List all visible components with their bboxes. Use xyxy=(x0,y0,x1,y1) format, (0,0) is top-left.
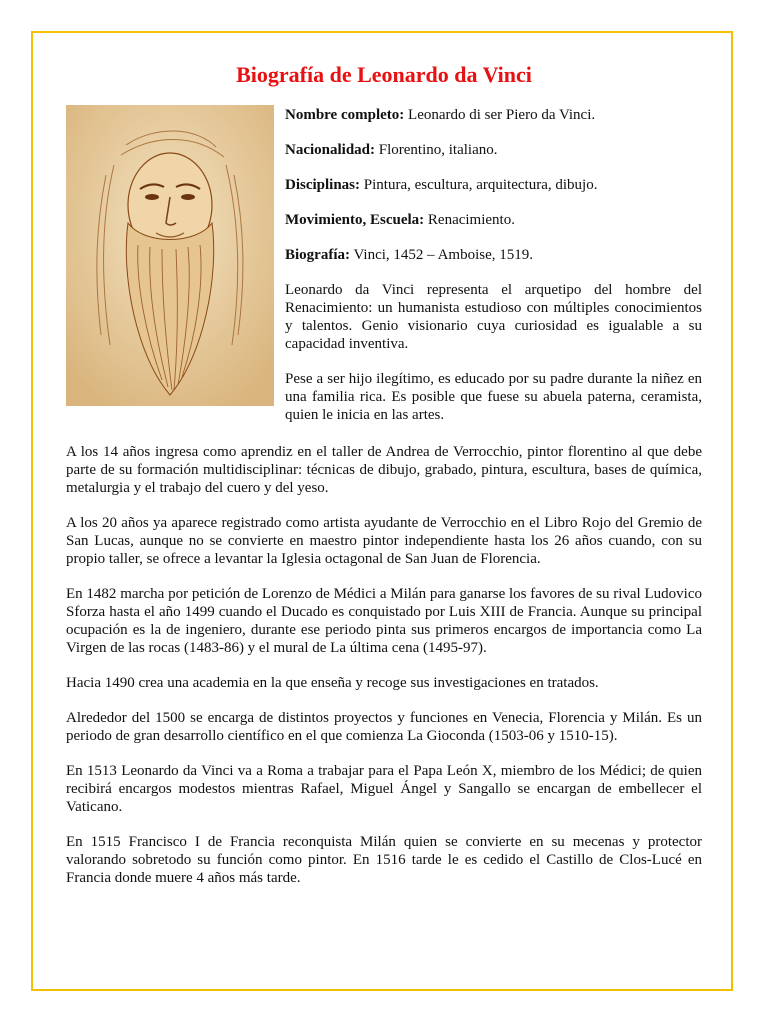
body-text xyxy=(66,443,702,904)
field-value: Vinci, 1452 – Amboise, 1519. xyxy=(353,247,533,263)
leonardo-portrait-icon xyxy=(66,105,274,406)
field-label: Disciplinas: xyxy=(285,177,361,193)
field-label: Movimiento, Escuela: xyxy=(285,212,425,228)
field-disciplines xyxy=(285,176,702,194)
field-value: Pintura, escultura, arquitectura, dibujo. xyxy=(363,177,598,193)
body-paragraph: En 1515 Francisco I de Francia reconquista Milán quien se convierte en su mecenas y protector valorando sobretodo su función como pintor. En 1516 tarde le es cedido el Castillo de Clos-Lucé en Francia donde muere 4 años más tarde. xyxy=(66,834,702,886)
field-label: Biografía: xyxy=(285,247,350,263)
side-paragraph: Pese a ser hijo ilegítimo, es educado por su padre durante la niñez en una familia rica. Es posible que fuese su abuela paterna, ceramista, quien le inicia en las artes. xyxy=(285,371,702,423)
field-value: Florentino, italiano. xyxy=(378,142,498,158)
field-movement xyxy=(285,211,702,229)
body-paragraph: Alrededor del 1500 se encarga de distintos proyectos y funciones en Venecia, Florencia y Milán. Es un periodo de gran desarrollo científico en el que comienza La Gioconda (1503-06 y 1510-15). xyxy=(66,710,702,744)
page-title: Biografía de Leonardo da Vinci xyxy=(236,62,532,87)
field-value: Leonardo di ser Piero da Vinci. xyxy=(408,107,596,123)
field-label: Nombre completo: xyxy=(285,107,405,123)
body-paragraph: En 1513 Leonardo da Vinci va a Roma a trabajar para el Papa León X, miembro de los Médici; de quien recibirá encargos modestos mientras Rafael, Miguel Ángel y Sangallo se encargan de embellecer el Vaticano. xyxy=(66,763,702,815)
body-paragraph: Hacia 1490 crea una academia en la que enseña y recoge sus investigaciones en tratados. xyxy=(66,675,599,691)
field-value: Renacimiento. xyxy=(427,212,515,228)
field-label: Nacionalidad: xyxy=(285,142,376,158)
info-block xyxy=(285,106,702,441)
side-paragraph: Leonardo da Vinci representa el arquetipo del hombre del Renacimiento: un humanista estudioso con múltiples conocimientos y talentos. Genio visionario cuya curiosidad es igualable a su capacidad inventiva. xyxy=(285,282,702,352)
field-nationality xyxy=(285,141,702,159)
field-full-name xyxy=(285,106,702,124)
field-biography xyxy=(285,246,702,264)
portrait-sketch-icon xyxy=(66,105,274,406)
body-paragraph: A los 20 años ya aparece registrado como artista ayudante de Verrocchio en el Libro Rojo del Gremio de San Lucas, aunque no se convierte en maestro pintor independiente hasta los 26 años cuando, con su propio taller, se ofrece a levantar la Iglesia octagonal de San Juan de Florencia. xyxy=(66,515,702,567)
body-paragraph: En 1482 marcha por petición de Lorenzo de Médici a Milán para ganarse los favores de su rival Ludovico Sforza hasta el año 1499 cuando el Ducado es conquistado por Luis XIII de Francia. Aunque su principal ocupación es la de ingeniero, durante ese periodo pinta sus primeros encargos de importancia como La Virgen de las rocas (1483-86) y el mural de La última cena (1495-97). xyxy=(66,586,702,656)
body-paragraph: A los 14 años ingresa como aprendiz en el taller de Andrea de Verrocchio, pintor florentino al que debe parte de su formación multidisciplinar: técnicas de dibujo, grabado, pintura, escultura, bases de química, metalurgia y el trabajo del cuero y del yeso. xyxy=(66,444,702,496)
